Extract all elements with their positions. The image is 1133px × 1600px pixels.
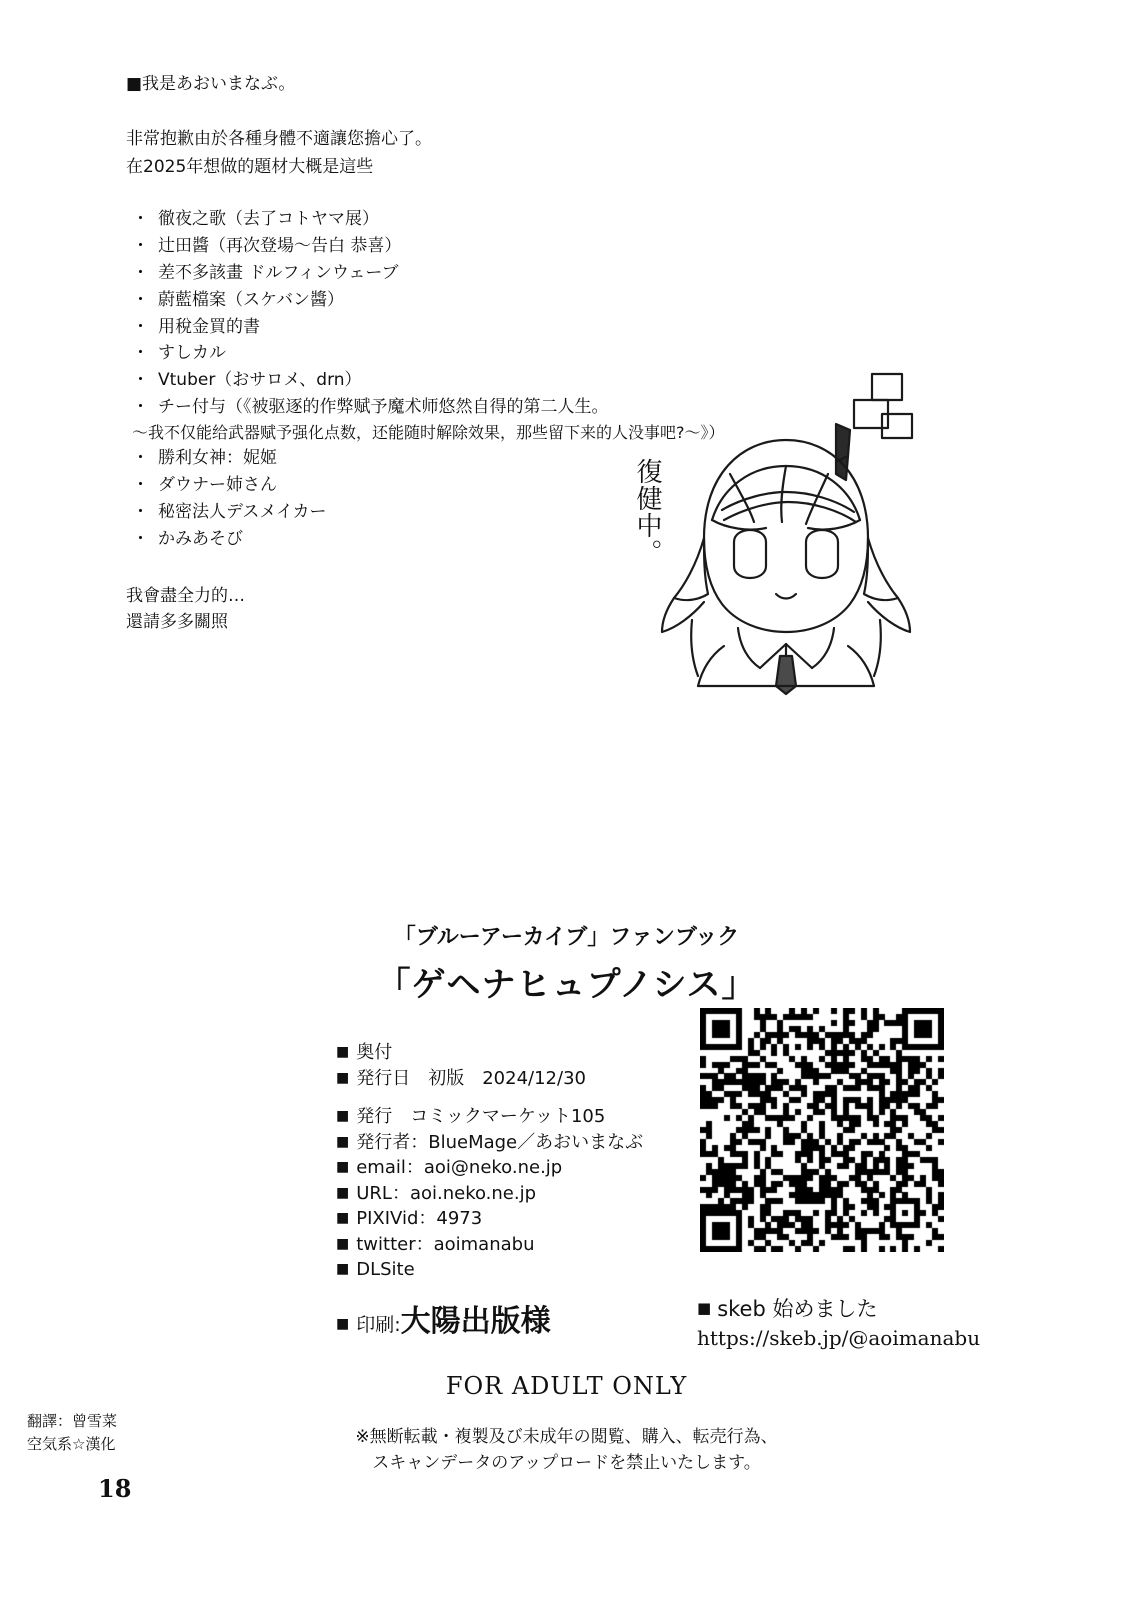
afterword-heading: ■我是あおいまなぶ。 xyxy=(126,74,296,94)
page-number: 18 xyxy=(98,1474,132,1503)
list-item: ・ チー付与（《被驱逐的作弊赋予魔术师悠然自得的第二人生。 xyxy=(126,394,886,421)
skeb-heading: ■ skeb 始めました xyxy=(697,1295,1057,1324)
colophon-details xyxy=(336,1040,716,1340)
translator-name: 翻譯：曾雪菜 xyxy=(27,1412,118,1430)
closing-line-2: 還請多多關照 xyxy=(126,611,228,632)
colophon-label-okuzuke: ■ 奥付 xyxy=(336,1040,716,1066)
colophon-twitter: ■ twitter：aoimanabu xyxy=(336,1232,716,1258)
list-item: ・ 徹夜之歌（去了コトヤマ展） xyxy=(126,206,886,233)
list-item: ・ かみあそび xyxy=(126,526,886,553)
chibi-illustration xyxy=(600,370,960,700)
colophon-url: ■ URL：aoi.neko.ne.jp xyxy=(336,1181,716,1207)
colophon-printer xyxy=(336,1296,716,1340)
colophon-dlsite: ■ DLSite xyxy=(336,1257,716,1283)
skeb-url: https://skeb.jp/@aoimanabu xyxy=(697,1326,981,1351)
list-item: ・ ダウナー姉さん xyxy=(126,472,886,499)
printer-label: 印刷: xyxy=(356,1313,401,1336)
colophon-publish-date: ■ 発行日 初版 2024/12/30 xyxy=(336,1066,716,1092)
qr-code xyxy=(700,1008,944,1252)
colophon-event: ■ 発行 コミックマーケット105 xyxy=(336,1104,716,1130)
list-item: ・ 秘密法人デスメイカー xyxy=(126,499,886,526)
colophon-publisher: ■ 発行者：BlueMage／あおいまなぶ xyxy=(336,1130,716,1156)
spacer xyxy=(336,1091,716,1104)
colophon-pixiv-id: ■ PIXIVid：4973 xyxy=(336,1206,716,1232)
list-item: ・ 辻田醬（再次登場〜告白 恭喜） xyxy=(126,233,886,260)
illustration-caption: 復健中。 xyxy=(632,458,662,566)
translator-credit xyxy=(27,1410,117,1457)
adult-only-notice: FOR ADULT ONLY xyxy=(445,1372,688,1400)
book-series-title: 「ブルーアーカイブ」ファンブック xyxy=(393,925,740,950)
printer-name: 大陽出版様 xyxy=(400,1303,551,1339)
closing-line-1: 我會盡全力的… xyxy=(126,585,245,606)
afterword-paragraph-2: 在2025年想做的題材大概是這些 xyxy=(126,156,374,177)
qr-code-canvas xyxy=(700,1008,944,1252)
list-item: ・ 蔚藍檔案（スケバン醬） xyxy=(126,287,886,314)
afterword-paragraph-1: 非常抱歉由於各種身體不適讓您擔心了。 xyxy=(126,128,432,149)
list-item: ・ Vtuber（おサロメ、drn） xyxy=(126,367,886,394)
legal-notice-line-2: スキャンデータのアップロードを禁止いたします。 xyxy=(372,1452,761,1473)
list-item-continuation: 〜我不仅能给武器赋予强化点数，还能随时解除效果，那些留下来的人没事吧?〜》） xyxy=(132,423,725,443)
book-title: 「ゲヘナヒュプノシス」 xyxy=(376,965,757,1005)
skeb-section xyxy=(697,1295,1057,1353)
translation-group: 空気系☆漢化 xyxy=(27,1435,116,1454)
list-item: ・ 勝利女神：妮姬 xyxy=(126,445,886,472)
list-item: ・ すしカル xyxy=(126,340,886,367)
list-item: ・ 用稅金買的書 xyxy=(126,314,886,341)
list-item: ・ 差不多該畫 ドルフィンウェーブ xyxy=(126,260,886,287)
colophon-email: ■ email：aoi@neko.ne.jp xyxy=(336,1155,716,1181)
legal-notice xyxy=(0,1425,1133,1476)
legal-notice-line-1: ※無断転載・複製及び未成年の閲覧、購入、転売行為、 xyxy=(355,1427,778,1447)
